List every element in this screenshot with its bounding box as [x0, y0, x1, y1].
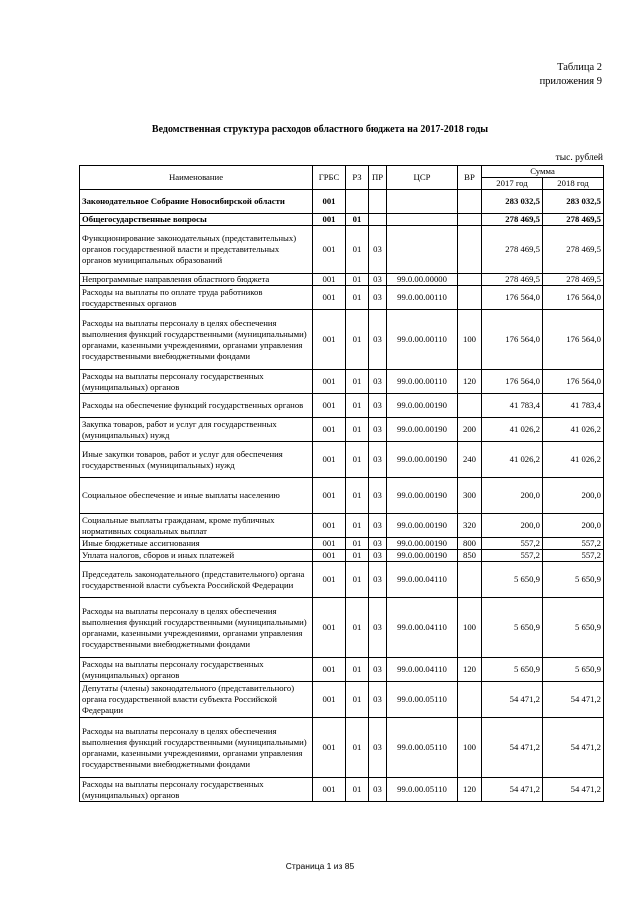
cell-name: Расходы на выплаты персоналу государственных (муниципальных) органов	[80, 370, 313, 394]
cell-rz: 01	[346, 562, 369, 598]
cell-2018: 54 471,2	[543, 682, 604, 718]
cell-2018: 176 564,0	[543, 370, 604, 394]
cell-vr: 120	[458, 370, 482, 394]
cell-name: Социальное обеспечение и иные выплаты населению	[80, 478, 313, 514]
cell-2018: 5 650,9	[543, 658, 604, 682]
cell-rz: 01	[346, 478, 369, 514]
cell-name: Социальные выплаты гражданам, кроме публичных нормативных социальных выплат	[80, 514, 313, 538]
cell-vr: 300	[458, 478, 482, 514]
cell-csr: 99.0.00.00190	[387, 442, 458, 478]
cell-2017: 176 564,0	[482, 370, 543, 394]
header-grbs: ГРБС	[313, 166, 346, 190]
table-row	[80, 370, 604, 394]
cell-2018: 176 564,0	[543, 310, 604, 370]
cell-rz: 01	[346, 598, 369, 658]
table-row	[80, 190, 604, 214]
cell-csr	[387, 214, 458, 226]
caption-appendix: приложения 9	[539, 76, 602, 87]
cell-name: Расходы на выплаты по оплате труда работников государственных органов	[80, 286, 313, 310]
cell-2018: 54 471,2	[543, 778, 604, 802]
cell-rz: 01	[346, 682, 369, 718]
cell-2018: 176 564,0	[543, 286, 604, 310]
cell-2017: 54 471,2	[482, 718, 543, 778]
cell-csr: 99.0.00.00110	[387, 286, 458, 310]
table-body	[80, 190, 604, 802]
cell-name: Расходы на выплаты персоналу в целях обеспечения выполнения функций государственными (муниципальными) органами, казенными учреждениями, органами управления государственными внебюджетными фондами	[80, 598, 313, 658]
cell-2017: 283 032,5	[482, 190, 543, 214]
cell-vr: 800	[458, 538, 482, 550]
cell-pr: 03	[369, 394, 387, 418]
cell-csr: 99.0.00.05110	[387, 778, 458, 802]
caption-table-number: Таблица 2	[557, 62, 602, 73]
cell-2017: 41 783,4	[482, 394, 543, 418]
cell-2017: 278 469,5	[482, 214, 543, 226]
table-row	[80, 214, 604, 226]
table-row	[80, 394, 604, 418]
cell-pr: 03	[369, 658, 387, 682]
cell-name: Закупка товаров, работ и услуг для государственных (муниципальных) нужд	[80, 418, 313, 442]
cell-grbs: 001	[313, 286, 346, 310]
header-name: Наименование	[80, 166, 313, 190]
cell-vr	[458, 286, 482, 310]
cell-grbs: 001	[313, 598, 346, 658]
cell-2018: 278 469,5	[543, 226, 604, 274]
cell-csr: 99.0.00.00190	[387, 418, 458, 442]
cell-name: Расходы на выплаты персоналу государственных (муниципальных) органов	[80, 778, 313, 802]
cell-rz: 01	[346, 538, 369, 550]
cell-csr: 99.0.00.00190	[387, 550, 458, 562]
cell-grbs: 001	[313, 514, 346, 538]
cell-grbs: 001	[313, 442, 346, 478]
table-header	[80, 166, 604, 190]
cell-csr: 99.0.00.00190	[387, 514, 458, 538]
table-row	[80, 478, 604, 514]
header-pr: ПР	[369, 166, 387, 190]
cell-vr	[458, 190, 482, 214]
cell-pr: 03	[369, 226, 387, 274]
cell-csr	[387, 226, 458, 274]
cell-2018: 557,2	[543, 550, 604, 562]
cell-pr: 03	[369, 778, 387, 802]
cell-name: Общегосударственные вопросы	[80, 214, 313, 226]
table-row	[80, 682, 604, 718]
cell-pr: 03	[369, 682, 387, 718]
cell-2017: 200,0	[482, 478, 543, 514]
cell-csr: 99.0.00.05110	[387, 718, 458, 778]
cell-pr: 03	[369, 718, 387, 778]
cell-2018: 200,0	[543, 478, 604, 514]
cell-grbs: 001	[313, 274, 346, 286]
cell-name: Расходы на выплаты персоналу в целях обеспечения выполнения функций государственными (муниципальными) органами, казенными учреждениями, органами управления государственными внебюджетными фондами	[80, 310, 313, 370]
table-row	[80, 658, 604, 682]
cell-rz: 01	[346, 214, 369, 226]
cell-rz: 01	[346, 658, 369, 682]
table-row	[80, 778, 604, 802]
cell-grbs: 001	[313, 682, 346, 718]
cell-2017: 54 471,2	[482, 778, 543, 802]
cell-2018: 557,2	[543, 538, 604, 550]
cell-name: Иные закупки товаров, работ и услуг для обеспечения государственных (муниципальных) нужд	[80, 442, 313, 478]
cell-2017: 557,2	[482, 538, 543, 550]
cell-2018: 41 783,4	[543, 394, 604, 418]
cell-grbs: 001	[313, 226, 346, 274]
cell-rz: 01	[346, 286, 369, 310]
header-rz: РЗ	[346, 166, 369, 190]
cell-rz: 01	[346, 226, 369, 274]
cell-2017: 5 650,9	[482, 598, 543, 658]
cell-vr: 100	[458, 598, 482, 658]
cell-pr	[369, 190, 387, 214]
cell-grbs: 001	[313, 658, 346, 682]
cell-csr: 99.0.00.04110	[387, 598, 458, 658]
cell-rz: 01	[346, 418, 369, 442]
cell-name: Расходы на обеспечение функций государственных органов	[80, 394, 313, 418]
table-row	[80, 598, 604, 658]
cell-grbs: 001	[313, 550, 346, 562]
cell-2017: 557,2	[482, 550, 543, 562]
cell-rz: 01	[346, 778, 369, 802]
cell-csr: 99.0.00.00190	[387, 394, 458, 418]
table-row	[80, 562, 604, 598]
cell-pr: 03	[369, 310, 387, 370]
header-vr: ВР	[458, 166, 482, 190]
cell-grbs: 001	[313, 562, 346, 598]
cell-rz: 01	[346, 442, 369, 478]
page-footer: Страница 1 из 85	[285, 861, 355, 871]
table-row	[80, 310, 604, 370]
cell-2018: 54 471,2	[543, 718, 604, 778]
cell-vr	[458, 562, 482, 598]
cell-pr: 03	[369, 274, 387, 286]
cell-vr: 200	[458, 418, 482, 442]
cell-2017: 200,0	[482, 514, 543, 538]
cell-name: Иные бюджетные ассигнования	[80, 538, 313, 550]
cell-pr: 03	[369, 538, 387, 550]
cell-vr: 100	[458, 718, 482, 778]
cell-pr: 03	[369, 514, 387, 538]
table-caption	[540, 61, 602, 89]
cell-vr	[458, 394, 482, 418]
table-row	[80, 418, 604, 442]
cell-2018: 200,0	[543, 514, 604, 538]
cell-vr	[458, 226, 482, 274]
cell-grbs: 001	[313, 394, 346, 418]
cell-grbs: 001	[313, 370, 346, 394]
cell-grbs: 001	[313, 418, 346, 442]
cell-grbs: 001	[313, 538, 346, 550]
cell-pr	[369, 214, 387, 226]
cell-vr	[458, 682, 482, 718]
table-row	[80, 274, 604, 286]
cell-vr: 850	[458, 550, 482, 562]
cell-name: Расходы на выплаты персоналу государственных (муниципальных) органов	[80, 658, 313, 682]
cell-name: Депутаты (члены) законодательного (представительного) органа государственной власти субъекта Российской Федерации	[80, 682, 313, 718]
cell-pr: 03	[369, 286, 387, 310]
cell-vr: 240	[458, 442, 482, 478]
cell-name: Функционирование законодательных (представительных) органов государственной власти и представительных органов муниципальных образований	[80, 226, 313, 274]
cell-grbs: 001	[313, 718, 346, 778]
cell-2017: 176 564,0	[482, 286, 543, 310]
cell-grbs: 001	[313, 778, 346, 802]
cell-name: Законодательное Собрание Новосибирской области	[80, 190, 313, 214]
cell-2017: 5 650,9	[482, 658, 543, 682]
cell-2017: 176 564,0	[482, 310, 543, 370]
header-2017: 2017 год	[482, 178, 543, 190]
cell-grbs: 001	[313, 310, 346, 370]
cell-rz: 01	[346, 550, 369, 562]
cell-rz: 01	[346, 274, 369, 286]
header-csr: ЦСР	[387, 166, 458, 190]
cell-grbs: 001	[313, 478, 346, 514]
cell-rz: 01	[346, 394, 369, 418]
cell-csr: 99.0.00.00000	[387, 274, 458, 286]
cell-csr: 99.0.00.00110	[387, 310, 458, 370]
cell-grbs: 001	[313, 214, 346, 226]
cell-rz: 01	[346, 370, 369, 394]
table-row	[80, 538, 604, 550]
cell-csr: 99.0.00.00110	[387, 370, 458, 394]
table-row	[80, 514, 604, 538]
cell-csr: 99.0.00.00190	[387, 478, 458, 514]
header-sum: Сумма	[482, 166, 604, 178]
cell-name: Уплата налогов, сборов и иных платежей	[80, 550, 313, 562]
cell-vr: 120	[458, 778, 482, 802]
cell-2017: 41 026,2	[482, 418, 543, 442]
cell-2018: 5 650,9	[543, 562, 604, 598]
cell-pr: 03	[369, 370, 387, 394]
table-row	[80, 286, 604, 310]
cell-csr: 99.0.00.04110	[387, 658, 458, 682]
cell-2017: 278 469,5	[482, 226, 543, 274]
cell-name: Непрограммные направления областного бюджета	[80, 274, 313, 286]
table-row	[80, 550, 604, 562]
cell-csr: 99.0.00.04110	[387, 562, 458, 598]
cell-rz: 01	[346, 514, 369, 538]
budget-table	[79, 165, 604, 802]
cell-grbs: 001	[313, 190, 346, 214]
cell-pr: 03	[369, 550, 387, 562]
cell-name: Председатель законодательного (представительного) органа государственной власти субъекта Российской Федерации	[80, 562, 313, 598]
page-title: Ведомственная структура расходов областного бюджета на 2017-2018 годы	[151, 124, 489, 135]
cell-rz: 01	[346, 310, 369, 370]
table-row	[80, 442, 604, 478]
cell-2017: 41 026,2	[482, 442, 543, 478]
cell-csr: 99.0.00.00190	[387, 538, 458, 550]
cell-pr: 03	[369, 478, 387, 514]
cell-2018: 283 032,5	[543, 190, 604, 214]
cell-pr: 03	[369, 418, 387, 442]
table-row	[80, 226, 604, 274]
cell-2017: 5 650,9	[482, 562, 543, 598]
header-2018: 2018 год	[543, 178, 604, 190]
cell-rz	[346, 190, 369, 214]
cell-2018: 5 650,9	[543, 598, 604, 658]
cell-2018: 278 469,5	[543, 274, 604, 286]
cell-pr: 03	[369, 598, 387, 658]
cell-csr: 99.0.00.05110	[387, 682, 458, 718]
table-row	[80, 718, 604, 778]
cell-vr: 320	[458, 514, 482, 538]
cell-vr	[458, 274, 482, 286]
cell-2018: 41 026,2	[543, 418, 604, 442]
cell-vr	[458, 214, 482, 226]
cell-2018: 41 026,2	[543, 442, 604, 478]
cell-2017: 278 469,5	[482, 274, 543, 286]
cell-2017: 54 471,2	[482, 682, 543, 718]
cell-pr: 03	[369, 562, 387, 598]
cell-2018: 278 469,5	[543, 214, 604, 226]
cell-name: Расходы на выплаты персоналу в целях обеспечения выполнения функций государственными (муниципальными) органами, казенными учреждениями, органами управления государственными внебюджетными фондами	[80, 718, 313, 778]
units-label: тыс. рублей	[555, 153, 603, 163]
cell-pr: 03	[369, 442, 387, 478]
cell-rz: 01	[346, 718, 369, 778]
cell-vr: 100	[458, 310, 482, 370]
cell-vr: 120	[458, 658, 482, 682]
cell-csr	[387, 190, 458, 214]
